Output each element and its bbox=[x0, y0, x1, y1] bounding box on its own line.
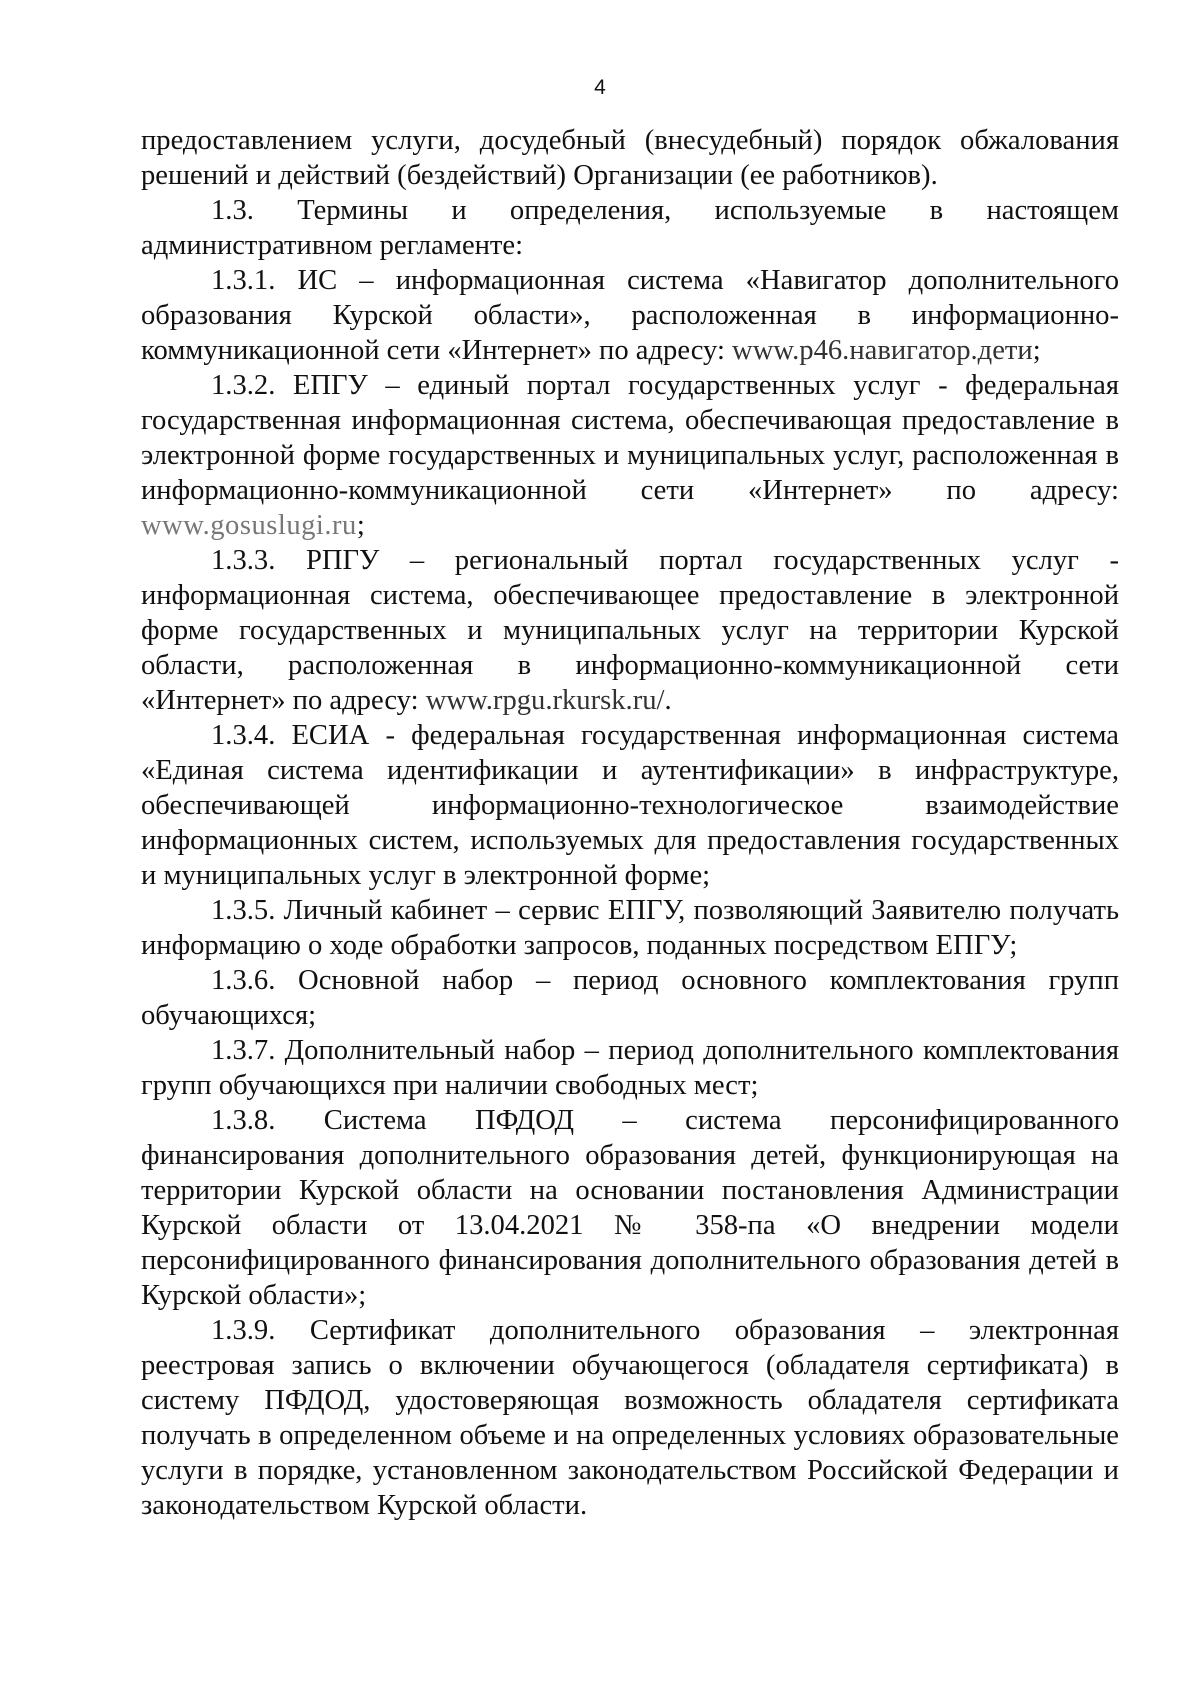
paragraph-1-3-terms: 1.3. Термины и определения, используемые в настоящем административном регламенте: bbox=[141, 195, 1119, 261]
paragraph-1-3-9-certificate: 1.3.9. Сертификат дополнительного образования – электронная реестровая запись о включении обучающегося (обладателя сертификата) в систему ПФДОД, удостоверяющая возможность обладателя сертификата получать в определенном объеме и на определенных условиях образовательные услуги в порядке, установленном законодательством Российской Федерации и законодательством Курской области. bbox=[141, 1315, 1119, 1521]
paragraph-1-3-6-main-set: 1.3.6. Основной набор – период основного комплектования групп обучающихся; bbox=[141, 965, 1119, 1031]
paragraph-1-3-4-esia: 1.3.4. ЕСИА - федеральная государственная информационная система «Единая система идентификации и аутентификации» в инфраструктуре, обеспечивающей информационно-технологическое взаимодействие информационных систем, используемых для предоставления государственных и муниципальных услуг в электронной форме; bbox=[141, 720, 1119, 891]
paragraph-text: 1.3.3. РПГУ – региональный портал государственных услуг - информационная система, обеспечивающее предоставление в электронной форме государственных и муниципальных услуг на территории Курской области, расположенная в информационно-коммуникационной сети «Интернет» по адресу: bbox=[141, 545, 1119, 716]
document-body bbox=[141, 123, 1119, 1523]
rpgu-url: www.rpgu.rkursk.ru/ bbox=[425, 685, 665, 716]
paragraph-text: 1.3.2. ЕПГУ – единый портал государственных услуг - федеральная государственная информационная система, обеспечивающая предоставление в электронной форме государственных и муниципальных услуг, расположенная в информационно-коммуникационной сети «Интернет» по адресу: bbox=[141, 370, 1119, 506]
paragraph-1-3-5-cabinet: 1.3.5. Личный кабинет – сервис ЕПГУ, позволяющий Заявителю получать информацию о ходе обработки запросов, поданных посредством ЕПГУ; bbox=[141, 895, 1119, 961]
paragraph-tail: . bbox=[664, 685, 672, 716]
page-number: 4 bbox=[594, 76, 606, 99]
paragraph-tail: ; bbox=[356, 510, 365, 541]
paragraph-1-3-3-rpgu bbox=[141, 543, 1119, 718]
paragraph-1-3-7-additional-set: 1.3.7. Дополнительный набор – период дополнительного комплектования групп обучающихся при наличии свободных мест; bbox=[141, 1035, 1119, 1101]
navigator-url: www.р46.навигатор.дети bbox=[732, 335, 1033, 366]
paragraph-text: 1.3.1. ИС – информационная система «Навигатор дополнительного образования Курской области», расположенная в информационно-коммуникационной сети «Интернет» по адресу: bbox=[141, 265, 1119, 366]
paragraph-1-3-1-is bbox=[141, 263, 1119, 368]
gosuslugi-url: www.gosuslugi.ru bbox=[141, 510, 357, 541]
paragraph-tail: ; bbox=[1032, 335, 1041, 366]
paragraph-1-3-8-pfdod: 1.3.8. Система ПФДОД – система персонифицированного финансирования дополнительного образования детей, функционирующая на территории Курской области на основании постановления Администрации Курской области от 13.04.2021 № 358-па «О внедрении модели персонифицированного финансирования дополнительного образования детей в Курской области»; bbox=[141, 1105, 1119, 1311]
paragraph-1-3-2-epgu bbox=[141, 368, 1119, 543]
paragraph-continuation: предоставлением услуги, досудебный (внесудебный) порядок обжалования решений и действий (бездействий) Организации (ее работников). bbox=[141, 125, 1119, 191]
